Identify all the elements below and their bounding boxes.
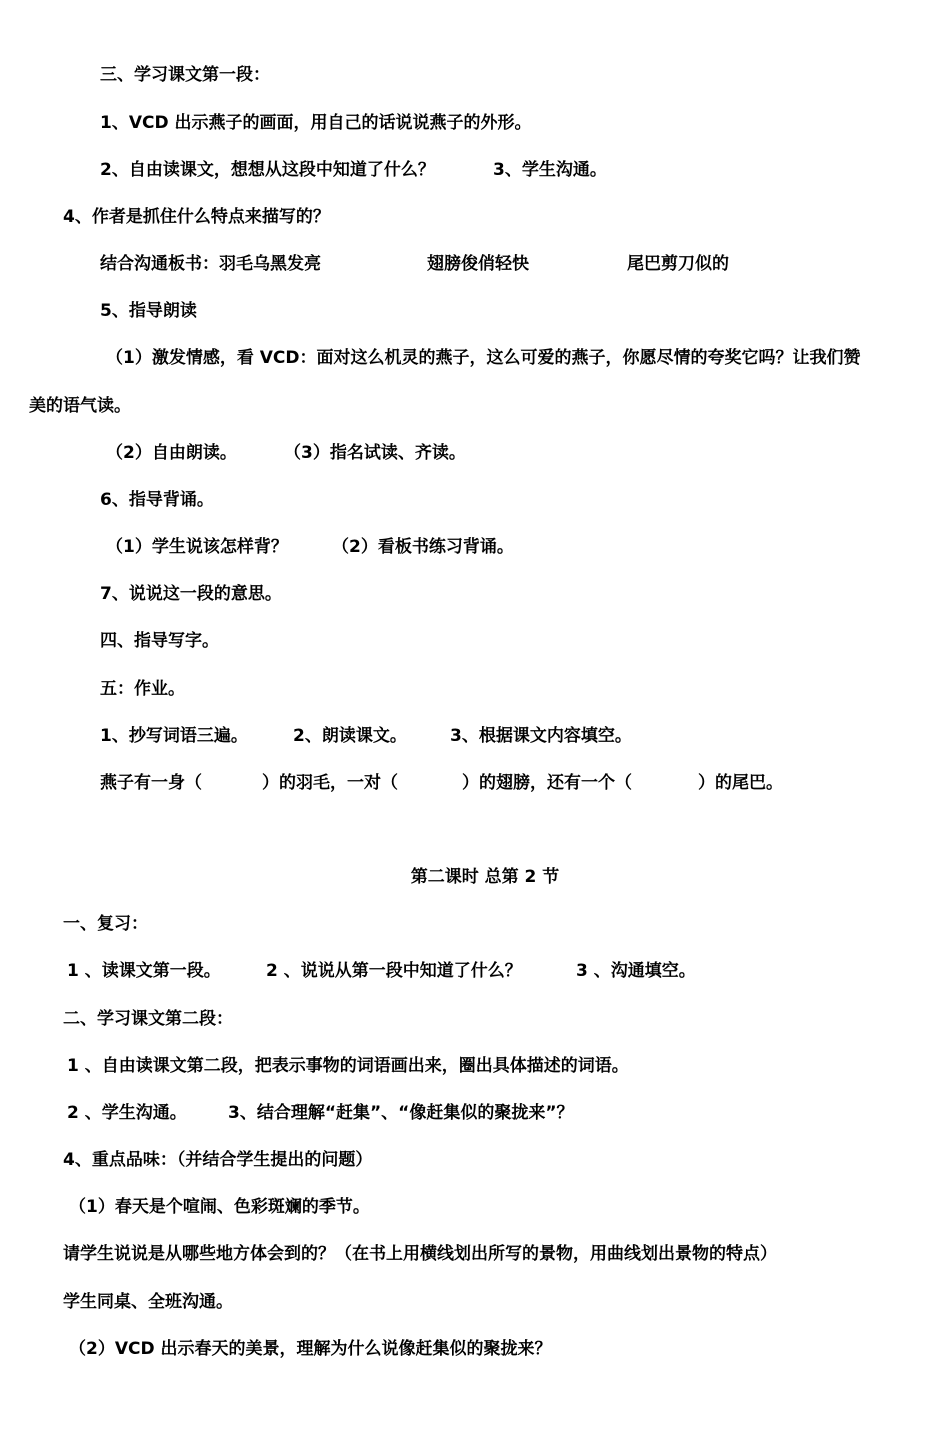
homework-3: 3、根据课文内容填空。 [450, 726, 632, 746]
recite-row [0, 536, 950, 558]
share-line: 学生同桌、全班沟通。 [63, 1292, 233, 1312]
section-3-title: 三、学习课文第一段： [100, 65, 270, 85]
section-5: 五：作业。 [100, 679, 185, 699]
fill-blank-row [0, 772, 950, 794]
item-4: 4、作者是抓住什么特点来描写的？ [63, 207, 330, 227]
item-6: 6、指导背诵。 [100, 490, 214, 510]
fill-blank-part-a: 燕子有一身（ [100, 773, 202, 793]
homework-row [0, 725, 950, 747]
section-2-item-2: 2 、学生沟通。 [67, 1103, 187, 1123]
section-4: 四、指导写字。 [100, 631, 219, 651]
homework-1: 1、抄写词语三遍。 [100, 726, 248, 746]
fill-blank-part-c: ）的翅膀，还有一个（ [462, 773, 632, 793]
review-3: 3 、沟通填空。 [576, 961, 696, 981]
review-row [0, 960, 950, 982]
board-wings: 翅膀俊俏轻快 [427, 254, 529, 274]
savor-1: （1）春天是个喧闹、色彩斑斓的季节。 [69, 1197, 370, 1217]
item-5: 5、指导朗读 [100, 301, 197, 321]
fill-blank-part-b: ）的羽毛，一对（ [262, 773, 398, 793]
read-1-line-2: 美的语气读。 [29, 396, 131, 416]
read-row [0, 442, 950, 464]
fill-blank-part-d: ）的尾巴。 [698, 773, 783, 793]
item-2: 2、自由读课文，想想从这段中知道了什么？ [100, 160, 435, 180]
item-1: 1、VCD 出示燕子的画面，用自己的话说说燕子的外形。 [100, 113, 532, 133]
section-2-title: 二、学习课文第二段： [63, 1009, 233, 1029]
board-label: 结合沟通板书：羽毛乌黑发亮 [100, 254, 321, 274]
section-2-item-3: 3、结合理解“赶集”、“像赶集似的聚拢来”？ [228, 1103, 574, 1123]
item-7: 7、说说这一段的意思。 [100, 584, 282, 604]
board-tail: 尾巴剪刀似的 [627, 254, 729, 274]
savor-2: （2）VCD 出示春天的美景，理解为什么说像赶集似的聚拢来？ [69, 1339, 552, 1359]
review-2: 2 、说说从第一段中知道了什么？ [266, 961, 522, 981]
read-1-line-1: （1）激发情感，看 VCD：面对这么机灵的燕子，这么可爱的燕子，你愿尽情的夸奖它吗？让我们赞 [106, 348, 861, 368]
item-2-row [0, 159, 950, 181]
review-title: 一、复习： [63, 914, 148, 934]
recite-2: （2）看板书练习背诵。 [332, 537, 514, 557]
ask-students: 请学生说说是从哪些地方体会到的？（在书上用横线划出所写的景物，用曲线划出景物的特点） [63, 1244, 777, 1264]
section-2-item-1: 1 、自由读课文第二段，把表示事物的词语画出来，圈出具体描述的词语。 [67, 1056, 629, 1076]
read-2: （2）自由朗读。 [106, 443, 237, 463]
section-2-row [0, 1102, 950, 1124]
board-row [0, 253, 950, 275]
homework-2: 2、朗读课文。 [293, 726, 407, 746]
read-3: （3）指名试读、齐读。 [284, 443, 466, 463]
lesson-2-heading: 第二课时 总第 2 节 [410, 867, 560, 887]
section-2-item-4: 4、重点品味：（并结合学生提出的问题） [63, 1150, 373, 1170]
review-1: 1 、读课文第一段。 [67, 961, 221, 981]
recite-1: （1）学生说该怎样背？ [106, 537, 288, 557]
item-3: 3、学生沟通。 [493, 160, 607, 180]
